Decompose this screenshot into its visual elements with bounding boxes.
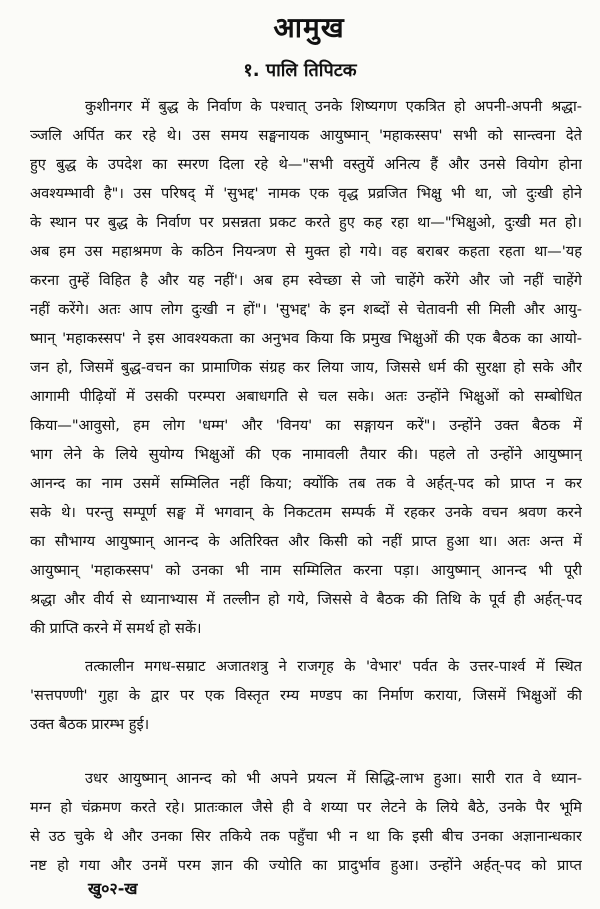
text-line: जन हो, जिसमें बुद्ध-वचन का प्रामाणिक संग्रह कर लिया जाय, जिससे धर्म की सुरक्षा हो सके और [30, 359, 582, 376]
text-line: 'सत्तपण्णी' गुहा के द्वार पर एक विस्तृत रम्य मण्डप का निर्माण कराया, जिसमें भिक्षुओं की [30, 687, 582, 704]
text-line: अब हम उस महाश्रमण के कठिन नियन्त्रण से मुक्त हो गये। वह बराबर कहता रहता था—'यह [30, 243, 582, 260]
text-line: नहीं करेंगे। अतः आप लोग दुःखी न हों"। 'सुभद्द' के इन शब्दों से चेतावनी सी मिली और आयु- [30, 301, 582, 318]
page-title: आमुख [273, 11, 345, 44]
text-line: किया—"आवुसो, हम लोग 'धम्म' और 'विनय' का सङ्गायन करें"। उन्होंने उक्त बैठक में [30, 417, 582, 434]
text-line: उक्त बैठक प्रारम्भ हुई। [30, 716, 150, 733]
text-line: ष्मान् 'महाकस्सप' ने इस आवश्यकता का अनुभव किया कि प्रमुख भिक्षुओं की एक बैठक का आयो- [30, 330, 582, 347]
text-line: आनन्द का नाम उसमें सम्मिलित नहीं किया; क्योंकि तब तक वे अर्हत्-पद को प्राप्त न कर [30, 475, 582, 492]
text-line: ञ्जलि अर्पित कर रहे थे। उस समय सङ्घनायक आयुष्मान् 'महाकस्सप' सभी को सान्त्वना देते [30, 127, 582, 144]
text-line: भाग लेने के लिये सुयोग्य भिक्षुओं की एक नामावली तैयार की। पहले तो उन्होंने आयुष्मान् [30, 446, 582, 463]
text-line: सके थे। परन्तु सम्पूर्ण सङ्घ में भगवान् के निकटतम सम्पर्क में रहकर उनके वचन श्रवण करने [30, 504, 582, 521]
text-line: आगामी पीढ़ियों में उसकी परम्परा अबाधगति से चल सके। अतः उन्होंने भिक्षुओं को सम्बोधित [30, 388, 582, 405]
text-line: के स्थान पर बुद्ध के निर्वाण पर प्रसन्नता प्रकट करते हुए कह रहा था—"भिक्षुओ, दुःखी मत हो। [30, 214, 582, 231]
paragraph-2 [30, 652, 582, 739]
text-line: तत्कालीन मगध-सम्राट अजातशत्रु ने राजगृह के 'वेभार' पर्वत के उत्तर-पार्श्व में स्थित [85, 658, 582, 675]
text-line: का सौभाग्य आयुष्मान् आनन्द के अतिरिक्त और किसी को नहीं प्राप्त हुआ था। अतः अन्त में [30, 533, 582, 550]
text-line: करना तुम्हें विहित है और यह नहीं'। अब हम स्वेच्छा से जो चाहेंगे करेंगे और जो नहीं चाहेंगे [30, 272, 582, 289]
text-line: हुए बुद्ध के उपदेश का स्मरण दिला रहे थे—"सभी वस्तुयें अनित्य हैं और उनसे वियोग होना [30, 156, 582, 173]
footer-signature: खु०२-ख [88, 879, 138, 898]
text-line: उधर आयुष्मान् आनन्द को भी अपने प्रयत्न में सिद्धि-लाभ हुआ। सारी रात वे ध्यान- [85, 770, 582, 787]
text-line: से उठ चुके थे और उनका सिर तकिये तक पहुँचा भी न था कि इसी बीच उनका अज्ञानान्धकार [30, 828, 582, 845]
text-line: कुशीनगर में बुद्ध के निर्वाण के पश्चात् उनके शिष्यगण एकत्रित हो अपनी-अपनी श्रद्धा- [85, 98, 582, 115]
text-line: श्रद्धा और वीर्य से ध्यानाभ्यास में तल्लीन हो गये, जिससे वे बैठक की तिथि के पूर्व ही अर्हत्-पद [30, 591, 582, 608]
paragraph-3 [30, 764, 582, 880]
text-line: नष्ट हो गया और उनमें परम ज्ञान की ज्योति का प्रादुर्भाव हुआ। उन्होंने अर्हत्-पद को प्राप्त [30, 857, 582, 874]
text-line: की प्राप्ति करने में समर्थ हो सकें। [30, 620, 202, 637]
text-line: मग्न हो चंक्रमण करते रहे। प्रातःकाल जैसे ही वे शय्या पर लेटने के लिये बैठे, उनके पैर भूमि [30, 799, 582, 816]
paragraph-1 [30, 92, 582, 643]
text-line: अवश्यम्भावी है"। उस परिषद् में 'सुभद्द' नामक एक वृद्ध प्रव्रजित भिक्षु भी था, जो दुःखी होने [30, 185, 582, 202]
text-line: आयुष्मान् 'महाकस्सप' को उनका भी नाम सम्मिलित करना पड़ा। आयुष्मान् आनन्द भी पूरी [30, 562, 582, 579]
section-heading: १. पालि तिपिटक [243, 60, 357, 81]
